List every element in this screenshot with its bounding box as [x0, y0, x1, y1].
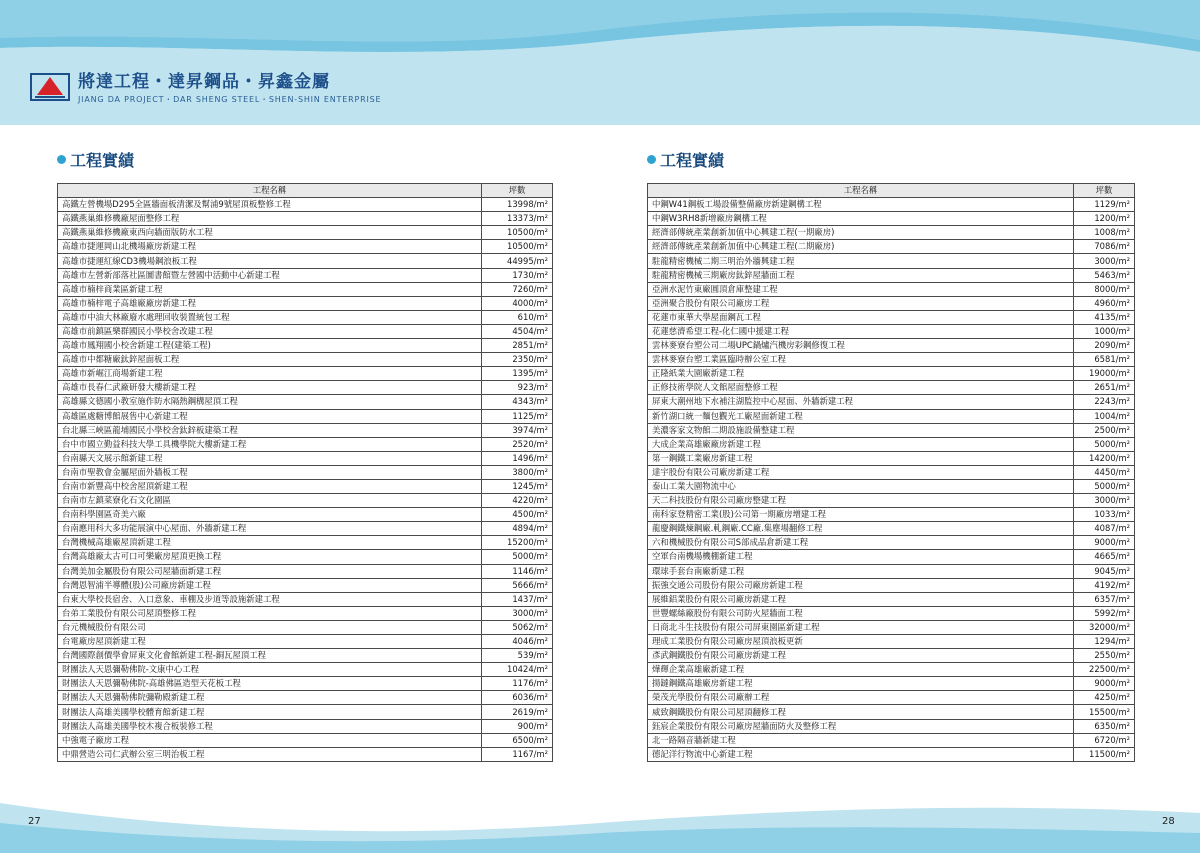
area-cell: 1730/m²	[482, 268, 553, 282]
project-name-cell: 台南市聖教會金屬屋面外牆板工程	[58, 465, 482, 479]
area-cell: 4894/m²	[482, 522, 553, 536]
project-name-cell: 中鋼W41鋼板工場設備整備廠房新建鋼構工程	[648, 198, 1074, 212]
project-name-cell: 台南科學園區奇美六廠	[58, 508, 482, 522]
table-row	[58, 226, 553, 240]
project-name-cell: 高雄市楠梓電子高雄廠廠房新建工程	[58, 296, 482, 310]
project-name-cell: 台中市國立勤益科技大學工具機學院大樓新建工程	[58, 437, 482, 451]
project-name-cell: 高雄市左營新部落社區圖書館暨左營國中活動中心新建工程	[58, 268, 482, 282]
table-row	[648, 663, 1135, 677]
area-cell: 5000/m²	[482, 550, 553, 564]
table-row	[58, 353, 553, 367]
area-cell: 2619/m²	[482, 705, 553, 719]
table-row	[58, 677, 553, 691]
project-name-cell: 中鼎營造公司仁武辦公室三明治板工程	[58, 747, 482, 761]
project-name-cell: 高雄市前鎮區樂群國民小學校舍改建工程	[58, 324, 482, 338]
table-row	[58, 705, 553, 719]
table-row	[58, 268, 553, 282]
project-name-cell: 大成企業高雄廠廠房新建工程	[648, 437, 1074, 451]
area-cell: 10500/m²	[482, 226, 553, 240]
area-cell: 9045/m²	[1074, 564, 1135, 578]
table-row	[58, 282, 553, 296]
table-row	[58, 592, 553, 606]
table-row	[648, 578, 1135, 592]
page-number-left: 27	[28, 816, 41, 827]
project-name-cell: 高雄市長春仁武廠研發大樓新建工程	[58, 381, 482, 395]
area-cell: 1176/m²	[482, 677, 553, 691]
table-row	[58, 522, 553, 536]
project-name-cell: 展維鋁業股份有限公司廠房新建工程	[648, 592, 1074, 606]
area-cell: 13998/m²	[482, 198, 553, 212]
project-name-header: 工程名稱	[58, 184, 482, 198]
project-name-cell: 台南市新豐高中校舍屋頂新建工程	[58, 479, 482, 493]
brand-title: 將達工程・達昇鋼品・昇鑫金屬	[78, 72, 330, 92]
table-row	[58, 550, 553, 564]
table-row	[648, 437, 1135, 451]
project-name-cell: 高雄市新崛江商場新建工程	[58, 367, 482, 381]
project-name-cell: 台灣機械高雄廠屋頂新建工程	[58, 536, 482, 550]
project-name-cell: 台灣美加金屬股份有限公司屋牆面新建工程	[58, 564, 482, 578]
project-name-cell: 雲林麥寮台塑公司二場UPC鍋爐汽機房彩鋼修復工程	[648, 339, 1074, 353]
area-cell: 2851/m²	[482, 339, 553, 353]
area-cell: 5000/m²	[1074, 479, 1135, 493]
table-row	[58, 409, 553, 423]
area-cell: 4450/m²	[1074, 465, 1135, 479]
table-row	[58, 240, 553, 254]
project-name-cell: 正修技術學院人文館屋面整修工程	[648, 381, 1074, 395]
area-cell: 6720/m²	[1074, 733, 1135, 747]
project-name-cell: 駐龍精密機械二期三明治外牆興建工程	[648, 254, 1074, 268]
table-row	[648, 606, 1135, 620]
table-row	[58, 367, 553, 381]
project-name-cell: 財團法人高雄美國學校體育館新建工程	[58, 705, 482, 719]
project-name-cell: 正隆紙業大園廠新建工程	[648, 367, 1074, 381]
project-name-cell: 美濃客家文物館二期設施設備整建工程	[648, 423, 1074, 437]
table-row	[58, 663, 553, 677]
project-name-cell: 高鐵左營機場D295全區牆面板清潔及幫浦9號屋頂板整修工程	[58, 198, 482, 212]
area-cell: 6581/m²	[1074, 353, 1135, 367]
area-cell: 11500/m²	[1074, 747, 1135, 761]
area-header: 坪數	[1074, 184, 1135, 198]
project-name-cell: 財團法人天恩彌勒佛院-文康中心工程	[58, 663, 482, 677]
area-cell: 3000/m²	[482, 606, 553, 620]
project-name-cell: 新竹湖口統一麵包觀光工廠屋面新建工程	[648, 409, 1074, 423]
area-cell: 4046/m²	[482, 635, 553, 649]
area-cell: 3000/m²	[1074, 254, 1135, 268]
project-name-cell: 經濟部傳統產業創新加值中心興建工程(二期廠房)	[648, 240, 1074, 254]
project-name-cell: 台南應用科大多功能展演中心屋面、外牆新建工程	[58, 522, 482, 536]
table-row	[58, 465, 553, 479]
table-row	[648, 282, 1135, 296]
project-name-cell: 空軍台南機場機棚新建工程	[648, 550, 1074, 564]
project-name-cell: 彥武鋼鐵股份有限公司廠房新建工程	[648, 649, 1074, 663]
project-name-cell: 台南縣天文展示館新建工程	[58, 451, 482, 465]
table-row	[648, 409, 1135, 423]
table-row	[58, 508, 553, 522]
table-row	[648, 254, 1135, 268]
project-name-cell: 榮茂光學股份有限公司廠辦工程	[648, 691, 1074, 705]
project-name-cell: 北一路隔音牆新建工程	[648, 733, 1074, 747]
table-row	[648, 677, 1135, 691]
area-cell: 1437/m²	[482, 592, 553, 606]
project-name-cell: 財團法人天恩彌勒佛院彌勒殿新建工程	[58, 691, 482, 705]
table-row	[648, 353, 1135, 367]
area-cell: 1004/m²	[1074, 409, 1135, 423]
table-row	[58, 395, 553, 409]
table-row	[648, 691, 1135, 705]
project-name-cell: 中強電子廠房工程	[58, 733, 482, 747]
area-cell: 10500/m²	[482, 240, 553, 254]
area-cell: 1125/m²	[482, 409, 553, 423]
area-cell: 2500/m²	[1074, 423, 1135, 437]
table-row	[648, 536, 1135, 550]
area-cell: 4960/m²	[1074, 296, 1135, 310]
area-cell: 15200/m²	[482, 536, 553, 550]
project-name-cell: 屏東大潮州地下水補注湖監控中心屋面、外牆新建工程	[648, 395, 1074, 409]
table-row	[648, 620, 1135, 634]
area-cell: 5062/m²	[482, 620, 553, 634]
table-row	[58, 310, 553, 324]
table-row	[58, 564, 553, 578]
table-row	[648, 451, 1135, 465]
project-name-cell: 高鐵燕巢維修機廠東西向牆面版防水工程	[58, 226, 482, 240]
project-name-cell: 揚鐽鋼鐵高雄廠房新建工程	[648, 677, 1074, 691]
table-row	[648, 310, 1135, 324]
bullet-dot-icon	[647, 155, 656, 164]
right-section-title: 工程實績	[647, 148, 724, 171]
area-cell: 4135/m²	[1074, 310, 1135, 324]
area-cell: 6350/m²	[1074, 719, 1135, 733]
area-cell: 539/m²	[482, 649, 553, 663]
table-row	[648, 296, 1135, 310]
area-cell: 4250/m²	[1074, 691, 1135, 705]
area-cell: 2090/m²	[1074, 339, 1135, 353]
brand-subtitle: JIANG DA PROJECT・DAR SHENG STEEL・SHEN-SHIN ENTERPRISE	[78, 95, 382, 104]
project-name-cell: 高雄區處糖博館展售中心新建工程	[58, 409, 482, 423]
table-row	[58, 451, 553, 465]
project-name-cell: 台東大學校長宿舍、入口意象、車棚及步道等設施新建工程	[58, 592, 482, 606]
table-row	[648, 479, 1135, 493]
project-name-cell: 亞洲水泥竹東廠圓頂倉庫整建工程	[648, 282, 1074, 296]
table-row	[58, 649, 553, 663]
project-name-cell: 台北縣三峽區龍埔國民小學校舍鈦鋅板建築工程	[58, 423, 482, 437]
area-cell: 4220/m²	[482, 494, 553, 508]
area-cell: 6500/m²	[482, 733, 553, 747]
project-name-cell: 第一鋼鐵工業廠房新建工程	[648, 451, 1074, 465]
area-cell: 5666/m²	[482, 578, 553, 592]
area-cell: 5463/m²	[1074, 268, 1135, 282]
table-row	[648, 649, 1135, 663]
table-header-row	[58, 184, 553, 198]
header-wave-band	[0, 0, 1200, 125]
project-name-cell: 世豐螺絲廠股份有限公司防火屋牆面工程	[648, 606, 1074, 620]
project-name-cell: 台弟工業股份有限公司屋頂整修工程	[58, 606, 482, 620]
table-row	[58, 324, 553, 338]
area-cell: 22500/m²	[1074, 663, 1135, 677]
project-name-cell: 亞洲聚合股份有限公司廠房工程	[648, 296, 1074, 310]
project-name-cell: 天二科技股份有限公司廠房整建工程	[648, 494, 1074, 508]
area-cell: 4000/m²	[482, 296, 553, 310]
left-section-title: 工程實績	[57, 148, 134, 171]
footer-wave-band	[0, 783, 1200, 853]
project-name-cell: 環球手套台南廠新建工程	[648, 564, 1074, 578]
area-cell: 2550/m²	[1074, 649, 1135, 663]
area-cell: 3000/m²	[1074, 494, 1135, 508]
table-row	[648, 733, 1135, 747]
project-name-cell: 台灣國際創價學會屏東文化會館新建工程-銅瓦屋頂工程	[58, 649, 482, 663]
project-name-cell: 經濟部傳統產業創新加值中心興建工程(一期廠房)	[648, 226, 1074, 240]
project-name-cell: 財團法人天恩彌勒佛院-高雄佛區造型天花板工程	[58, 677, 482, 691]
table-row	[648, 240, 1135, 254]
table-row	[58, 635, 553, 649]
area-cell: 610/m²	[482, 310, 553, 324]
area-cell: 3800/m²	[482, 465, 553, 479]
area-cell: 2243/m²	[1074, 395, 1135, 409]
table-row	[58, 339, 553, 353]
project-name-cell: 台元機械股份有限公司	[58, 620, 482, 634]
area-cell: 4665/m²	[1074, 550, 1135, 564]
table-row	[58, 691, 553, 705]
left-works-table	[57, 183, 553, 762]
table-row	[58, 198, 553, 212]
area-cell: 9000/m²	[1074, 677, 1135, 691]
table-row	[648, 465, 1135, 479]
area-cell: 1245/m²	[482, 479, 553, 493]
table-row	[648, 550, 1135, 564]
project-name-cell: 燁輝企業高雄廠新建工程	[648, 663, 1074, 677]
project-name-header: 工程名稱	[648, 184, 1074, 198]
area-cell: 4192/m²	[1074, 578, 1135, 592]
project-name-cell: 雲林麥寮台塑工業區臨時辦公室工程	[648, 353, 1074, 367]
company-logo-icon	[30, 72, 70, 102]
project-name-cell: 台灣恩智浦半導體(股)公司廠房新建工程	[58, 578, 482, 592]
project-name-cell: 德記洋行物流中心新建工程	[648, 747, 1074, 761]
area-cell: 6036/m²	[482, 691, 553, 705]
table-row	[58, 747, 553, 761]
table-row	[58, 620, 553, 634]
table-row	[58, 212, 553, 226]
table-row	[648, 564, 1135, 578]
area-cell: 1200/m²	[1074, 212, 1135, 226]
area-cell: 14200/m²	[1074, 451, 1135, 465]
table-row	[648, 635, 1135, 649]
project-name-cell: 日商北斗生技股份有限公司屏東園區新建工程	[648, 620, 1074, 634]
area-cell: 4087/m²	[1074, 522, 1135, 536]
area-cell: 9000/m²	[1074, 536, 1135, 550]
table-row	[648, 395, 1135, 409]
area-cell: 10424/m²	[482, 663, 553, 677]
brand-block	[30, 72, 381, 105]
area-cell: 1294/m²	[1074, 635, 1135, 649]
project-name-cell: 達宇股份有限公司廠房新建工程	[648, 465, 1074, 479]
area-cell: 4504/m²	[482, 324, 553, 338]
table-row	[648, 494, 1135, 508]
table-row	[648, 747, 1135, 761]
project-name-cell: 高雄市楠梓商業區新建工程	[58, 282, 482, 296]
table-row	[58, 437, 553, 451]
area-cell: 7086/m²	[1074, 240, 1135, 254]
table-row	[648, 423, 1135, 437]
project-name-cell: 高雄市捷運岡山北機場廠房新建工程	[58, 240, 482, 254]
area-cell: 6357/m²	[1074, 592, 1135, 606]
area-cell: 13373/m²	[482, 212, 553, 226]
project-name-cell: 龍慶鋼鐵煉鋼廠.軋鋼廠.CC廠.集塵場翻修工程	[648, 522, 1074, 536]
table-row	[648, 268, 1135, 282]
table-row	[58, 733, 553, 747]
project-name-cell: 高雄市中都糖廠鈦鋅屋面板工程	[58, 353, 482, 367]
project-name-cell: 財團法人高雄美國學校木複合板裝修工程	[58, 719, 482, 733]
project-name-cell: 台電廠房屋頂新建工程	[58, 635, 482, 649]
table-row	[58, 719, 553, 733]
right-works-table	[647, 183, 1135, 762]
table-row	[58, 606, 553, 620]
project-name-cell: 駐龍精密機械三期廠房鈦鋅屋牆面工程	[648, 268, 1074, 282]
project-name-cell: 花蓮市東華大學屋面鋼瓦工程	[648, 310, 1074, 324]
area-cell: 1146/m²	[482, 564, 553, 578]
area-cell: 2651/m²	[1074, 381, 1135, 395]
area-cell: 32000/m²	[1074, 620, 1135, 634]
page-number-right: 28	[1162, 816, 1175, 827]
table-row	[648, 719, 1135, 733]
area-cell: 1000/m²	[1074, 324, 1135, 338]
table-row	[648, 212, 1135, 226]
area-cell: 15500/m²	[1074, 705, 1135, 719]
project-name-cell: 泰山工業大園物流中心	[648, 479, 1074, 493]
table-row	[648, 592, 1135, 606]
area-cell: 44995/m²	[482, 254, 553, 268]
area-cell: 8000/m²	[1074, 282, 1135, 296]
project-name-cell: 花蓮慈濟希望工程-化仁國中援建工程	[648, 324, 1074, 338]
area-cell: 1167/m²	[482, 747, 553, 761]
table-row	[58, 423, 553, 437]
area-cell: 900/m²	[482, 719, 553, 733]
area-cell: 4500/m²	[482, 508, 553, 522]
project-name-cell: 南科家登精密工業(股)公司第一期廠房增建工程	[648, 508, 1074, 522]
table-row	[58, 536, 553, 550]
project-name-cell: 威致鋼鐵股份有限公司屋頂翻修工程	[648, 705, 1074, 719]
table-row	[58, 578, 553, 592]
area-cell: 923/m²	[482, 381, 553, 395]
table-header-row	[648, 184, 1135, 198]
table-row	[648, 705, 1135, 719]
project-name-cell: 六和機械股份有限公司S部成品倉新建工程	[648, 536, 1074, 550]
area-cell: 2350/m²	[482, 353, 553, 367]
area-cell: 3974/m²	[482, 423, 553, 437]
area-cell: 1033/m²	[1074, 508, 1135, 522]
project-name-cell: 高雄市中油大林廠廢水處理回收裝置統包工程	[58, 310, 482, 324]
table-row	[648, 198, 1135, 212]
bullet-dot-icon	[57, 155, 66, 164]
table-row	[648, 339, 1135, 353]
project-name-cell: 台灣高雄廠太古可口可樂廠房屋頂更換工程	[58, 550, 482, 564]
project-name-cell: 中鋼W3RH8新增廠房鋼構工程	[648, 212, 1074, 226]
table-row	[648, 381, 1135, 395]
area-cell: 7260/m²	[482, 282, 553, 296]
area-cell: 1496/m²	[482, 451, 553, 465]
area-cell: 1008/m²	[1074, 226, 1135, 240]
table-row	[58, 479, 553, 493]
area-cell: 5000/m²	[1074, 437, 1135, 451]
table-row	[648, 522, 1135, 536]
project-name-cell: 台南市左鎮菜寮化石文化園區	[58, 494, 482, 508]
project-name-cell: 鈺宸企業股份有限公司廠房屋牆面防火及整修工程	[648, 719, 1074, 733]
area-cell: 1395/m²	[482, 367, 553, 381]
area-header: 坪數	[482, 184, 553, 198]
table-row	[648, 508, 1135, 522]
area-cell: 2520/m²	[482, 437, 553, 451]
table-row	[648, 226, 1135, 240]
table-row	[648, 367, 1135, 381]
project-name-cell: 高雄市捷運紅線CD3機場鋼浪板工程	[58, 254, 482, 268]
table-row	[58, 254, 553, 268]
area-cell: 1129/m²	[1074, 198, 1135, 212]
project-name-cell: 理成工業股份有限公司廠房屋頂浪板更新	[648, 635, 1074, 649]
table-row	[58, 494, 553, 508]
table-row	[648, 324, 1135, 338]
area-cell: 19000/m²	[1074, 367, 1135, 381]
area-cell: 4343/m²	[482, 395, 553, 409]
project-name-cell: 高雄市鳳翔國小校舍新建工程(建築工程)	[58, 339, 482, 353]
table-row	[58, 381, 553, 395]
project-name-cell: 高雄縣文德國小教室施作防水隔熱鋼構屋頂工程	[58, 395, 482, 409]
project-name-cell: 振強交通公司股份有限公司廠房新建工程	[648, 578, 1074, 592]
table-row	[58, 296, 553, 310]
area-cell: 5992/m²	[1074, 606, 1135, 620]
project-name-cell: 高鐵燕巢維修機廠屋面整修工程	[58, 212, 482, 226]
